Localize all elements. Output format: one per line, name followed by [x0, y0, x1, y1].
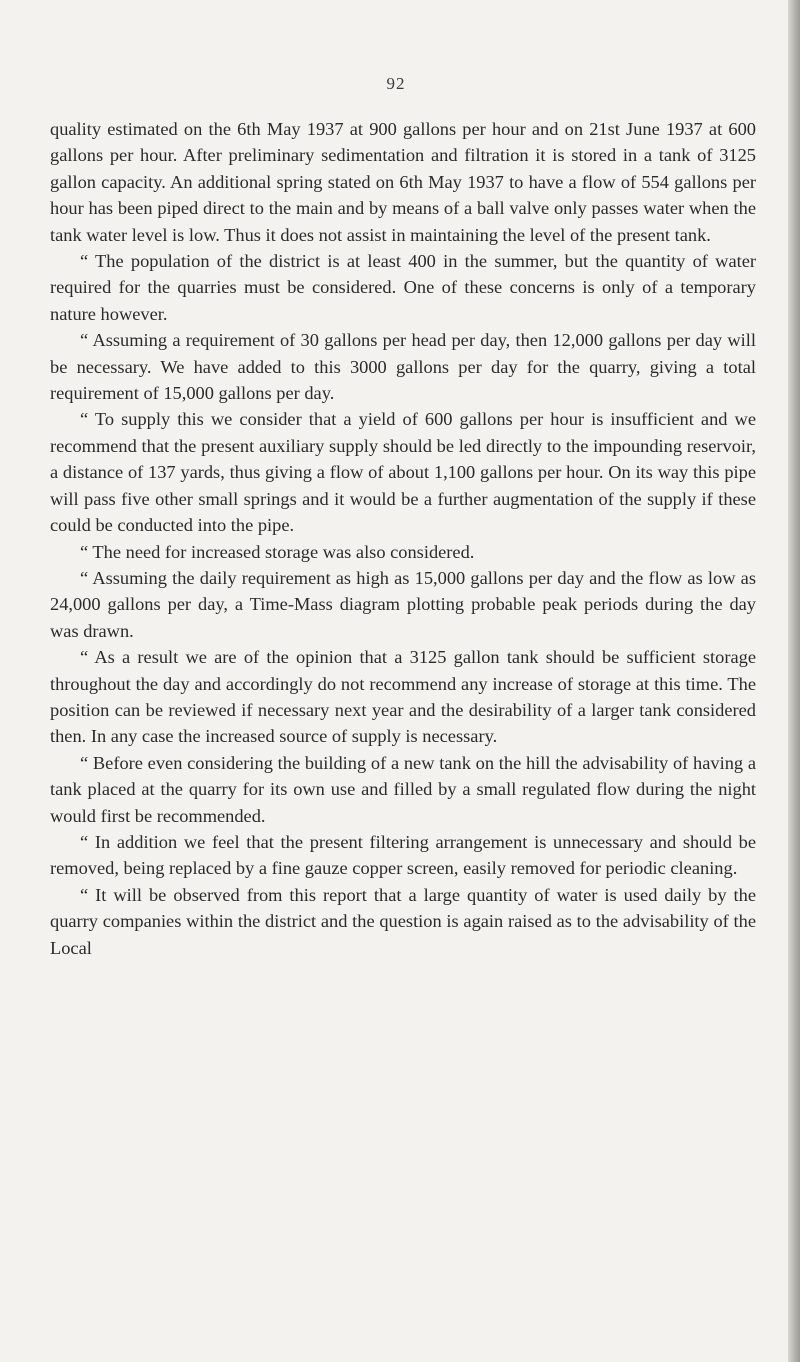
document-body [50, 116, 756, 961]
paragraph-3: “ Assuming a requirement of 30 gallons per head per day, then 12,000 gallons per day will be necessary. We have added to this 3000 gallons per day for the quarry, giving a total requirement of 15,000 gallons per day. [50, 330, 756, 404]
paragraph-5: “ The need for increased storage was also considered. [80, 541, 475, 562]
paragraph-1: quality estimated on the 6th May 1937 at 900 gallons per hour and on 21st June 1937 at 600 gallons per hour. After preliminary sedimentation and filtration it is stored in a tank of 3125 gallon capacity. An additional spring stated on 6th May 1937 to have a flow of 554 gallons per hour has been piped direct to the main and by means of a ball valve only passes water when the tank water level is low. Thus it does not assist in maintaining the level of the present tank. [50, 119, 756, 245]
paragraph-9: “ In addition we feel that the present filtering arrangement is unnecessary and should be removed, being replaced by a fine gauze copper screen, easily removed for periodic cleaning. [50, 831, 756, 879]
paragraph-2: “ The population of the district is at least 400 in the summer, but the quantity of water required for the quarries must be considered. One of these concerns is only of a temporary nature however. [50, 251, 756, 324]
paragraph-4: “ To supply this we consider that a yield of 600 gallons per hour is insufficient and we recommend that the present auxiliary supply should be led directly to the impounding reservoir, a distance of 137 yards, thus giving a flow of about 1,100 gallons per hour. On its way this pipe will pass five other small springs and it would be a further augmentation of the supply if these could be conducted into the pipe. [50, 409, 756, 536]
page-number: 92 [386, 74, 406, 93]
paragraph-8: “ Before even considering the building of a new tank on the hill the advisability of having a tank placed at the quarry for its own use and filled by a small regulated flow during the night would first be recommended. [50, 752, 756, 826]
page-edge-shadow [788, 0, 800, 1362]
paragraph-10: “ It will be observed from this report that a large quantity of water is used daily by the quarry companies within the district and the question is again raised as to the advisability of the Local [50, 884, 756, 958]
paragraph-7: “ As a result we are of the opinion that a 3125 gallon tank should be sufficient storage throughout the day and accordingly do not recommend any increase of storage at this time. The position can be reviewed if necessary next year and the desirability of a larger tank considered then. In any case the increased source of supply is necessary. [50, 647, 756, 747]
paragraph-6: “ Assuming the daily requirement as high as 15,000 gallons per day and the flow as low as 24,000 gallons per day, a Time-Mass diagram plotting probable peak periods during the day was drawn. [50, 567, 756, 641]
